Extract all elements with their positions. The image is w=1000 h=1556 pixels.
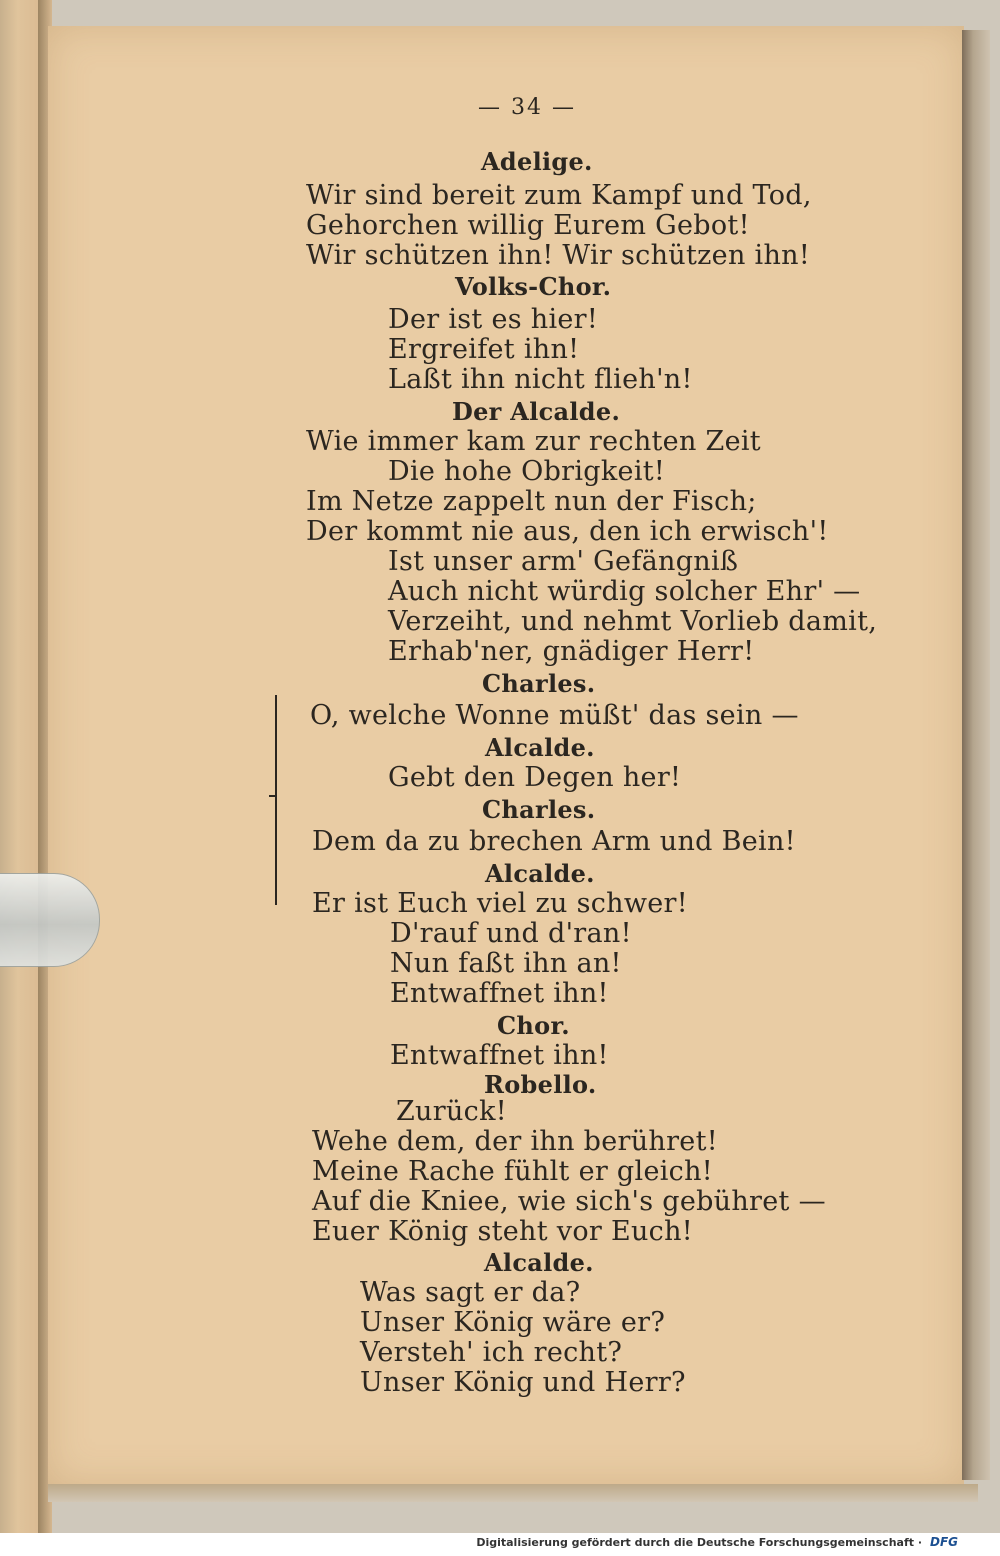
speaker-label: Volks-Chor. bbox=[455, 272, 612, 301]
verse-line: Wie immer kam zur rechten Zeit bbox=[306, 426, 761, 457]
verse-line: D'rauf und d'ran! bbox=[390, 918, 632, 949]
verse-line: Der kommt nie aus, den ich erwisch'! bbox=[306, 516, 829, 547]
speaker-label: Alcalde. bbox=[485, 733, 595, 762]
speaker-label: Charles. bbox=[482, 669, 596, 698]
verse-line: Versteh' ich recht? bbox=[360, 1337, 623, 1368]
verse-line: Wir schützen ihn! Wir schützen ihn! bbox=[306, 240, 810, 271]
speaker-label: Alcalde. bbox=[485, 859, 595, 888]
speaker-label: Charles. bbox=[482, 795, 596, 824]
verse-line: Erhab'ner, gnädiger Herr! bbox=[388, 636, 755, 667]
verse-line: Entwaffnet ihn! bbox=[390, 978, 609, 1009]
verse-line: Was sagt er da? bbox=[360, 1277, 581, 1308]
verse-line: Entwaffnet ihn! bbox=[390, 1040, 609, 1071]
speaker-label: Robello. bbox=[484, 1070, 597, 1099]
verse-line: Auch nicht würdig solcher Ehr' — bbox=[388, 576, 861, 607]
speaker-label: Der Alcalde. bbox=[452, 397, 621, 426]
margin-bracket bbox=[275, 695, 285, 905]
verse-line: Meine Rache fühlt er gleich! bbox=[312, 1156, 713, 1187]
right-page-edge bbox=[962, 30, 990, 1480]
bottom-page-edge bbox=[48, 1484, 978, 1502]
verse-line: Wehe dem, der ihn berühret! bbox=[312, 1126, 718, 1157]
verse-line: Er ist Euch viel zu schwer! bbox=[312, 888, 688, 919]
dfg-logo: DFG bbox=[930, 1535, 959, 1549]
page-number: — 34 — bbox=[478, 95, 576, 120]
verse-line: Gehorchen willig Eurem Gebot! bbox=[306, 210, 750, 241]
verse-line: Unser König wäre er? bbox=[360, 1307, 666, 1338]
verse-line: Nun faßt ihn an! bbox=[390, 948, 622, 979]
speaker-label: Alcalde. bbox=[484, 1248, 594, 1277]
speaker-label: Adelige. bbox=[481, 147, 593, 176]
verse-line: Wir sind bereit zum Kampf und Tod, bbox=[306, 180, 812, 211]
verse-line: Ist unser arm' Gefängniß bbox=[388, 546, 739, 577]
speaker-label: Chor. bbox=[497, 1011, 570, 1040]
page-clip bbox=[0, 873, 100, 967]
verse-line: Verzeiht, und nehmt Vorlieb damit, bbox=[388, 606, 878, 637]
verse-line: Laßt ihn nicht flieh'n! bbox=[388, 364, 693, 395]
funding-credit: Digitalisierung gefördert durch die Deutsche Forschungsgemeinschaft · bbox=[476, 1536, 922, 1549]
verse-line: Im Netze zappelt nun der Fisch; bbox=[306, 486, 757, 517]
verse-line: Die hohe Obrigkeit! bbox=[388, 456, 666, 487]
verse-line: O, welche Wonne müßt' das sein — bbox=[310, 700, 799, 731]
verse-line: Auf die Kniee, wie sich's gebühret — bbox=[312, 1186, 826, 1217]
verse-line: Dem da zu brechen Arm und Bein! bbox=[312, 826, 796, 857]
footer-bar bbox=[0, 1533, 1000, 1556]
verse-line: Euer König steht vor Euch! bbox=[312, 1216, 693, 1247]
verse-line: Ergreifet ihn! bbox=[388, 334, 580, 365]
verse-line: Der ist es hier! bbox=[388, 304, 599, 335]
verse-line: Unser König und Herr? bbox=[360, 1367, 686, 1398]
verse-line: Gebt den Degen her! bbox=[388, 762, 682, 793]
verse-line: Zurück! bbox=[396, 1096, 507, 1127]
